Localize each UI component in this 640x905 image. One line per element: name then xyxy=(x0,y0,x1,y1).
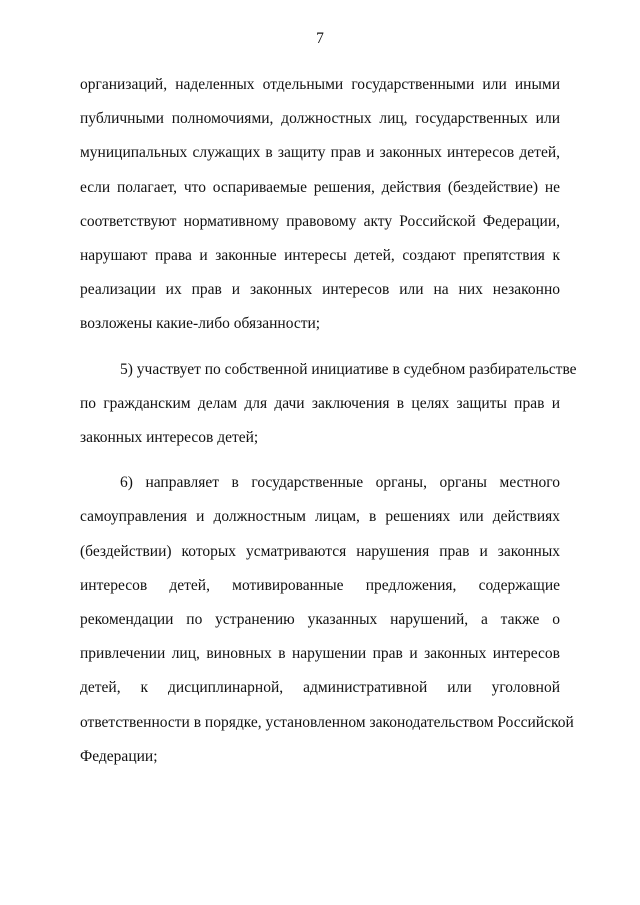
text-line: законных интересов детей; xyxy=(80,429,259,447)
document-body xyxy=(80,68,577,774)
text-line: детей, к дисциплинарной, административной или уголовной xyxy=(80,679,560,697)
text-line: привлечении лиц, виновных в нарушении прав и законных интересов xyxy=(80,645,560,663)
text-line: 5) участвует по собственной инициативе в судебном разбирательстве xyxy=(120,360,577,378)
text-line: возложены какие-либо обязанности; xyxy=(80,315,321,333)
text-line: публичными полномочиями, должностных лиц, государственных или xyxy=(80,110,560,128)
text-line: если полагает, что оспариваемые решения, действия (бездействие) не xyxy=(80,178,560,196)
paragraph-continuation xyxy=(80,68,560,342)
text-line: по гражданским делам для дачи заключения в целях защиты прав и xyxy=(80,394,560,412)
text-line: реализации их прав и законных интересов или на них незаконно xyxy=(80,281,560,299)
text-line: самоуправления и должностным лицам, в решениях или действиях xyxy=(80,508,560,526)
text-line: 6) направляет в государственные органы, органы местного xyxy=(120,474,560,492)
text-line: нарушают права и законные интересы детей, создают препятствия к xyxy=(80,247,560,265)
text-line: организаций, наделенных отдельными государственными или иными xyxy=(80,76,560,93)
paragraph-item-5 xyxy=(80,353,577,456)
text-line: рекомендации по устранению указанных нарушений, а также о xyxy=(80,611,560,629)
paragraph-item-6 xyxy=(80,466,574,774)
text-line: (бездействии) которых усматриваются нарушения прав и законных xyxy=(80,542,560,560)
page-number: 7 xyxy=(316,30,324,47)
text-line: интересов детей, мотивированные предложения, содержащие xyxy=(80,576,560,594)
text-line: муниципальных служащих в защиту прав и законных интересов детей, xyxy=(80,144,560,162)
text-line: соответствуют нормативному правовому акту Российской Федерации, xyxy=(80,212,560,230)
text-line: ответственности в порядке, установленном законодательством Российской xyxy=(80,713,574,731)
text-line: Федерации; xyxy=(80,747,158,765)
